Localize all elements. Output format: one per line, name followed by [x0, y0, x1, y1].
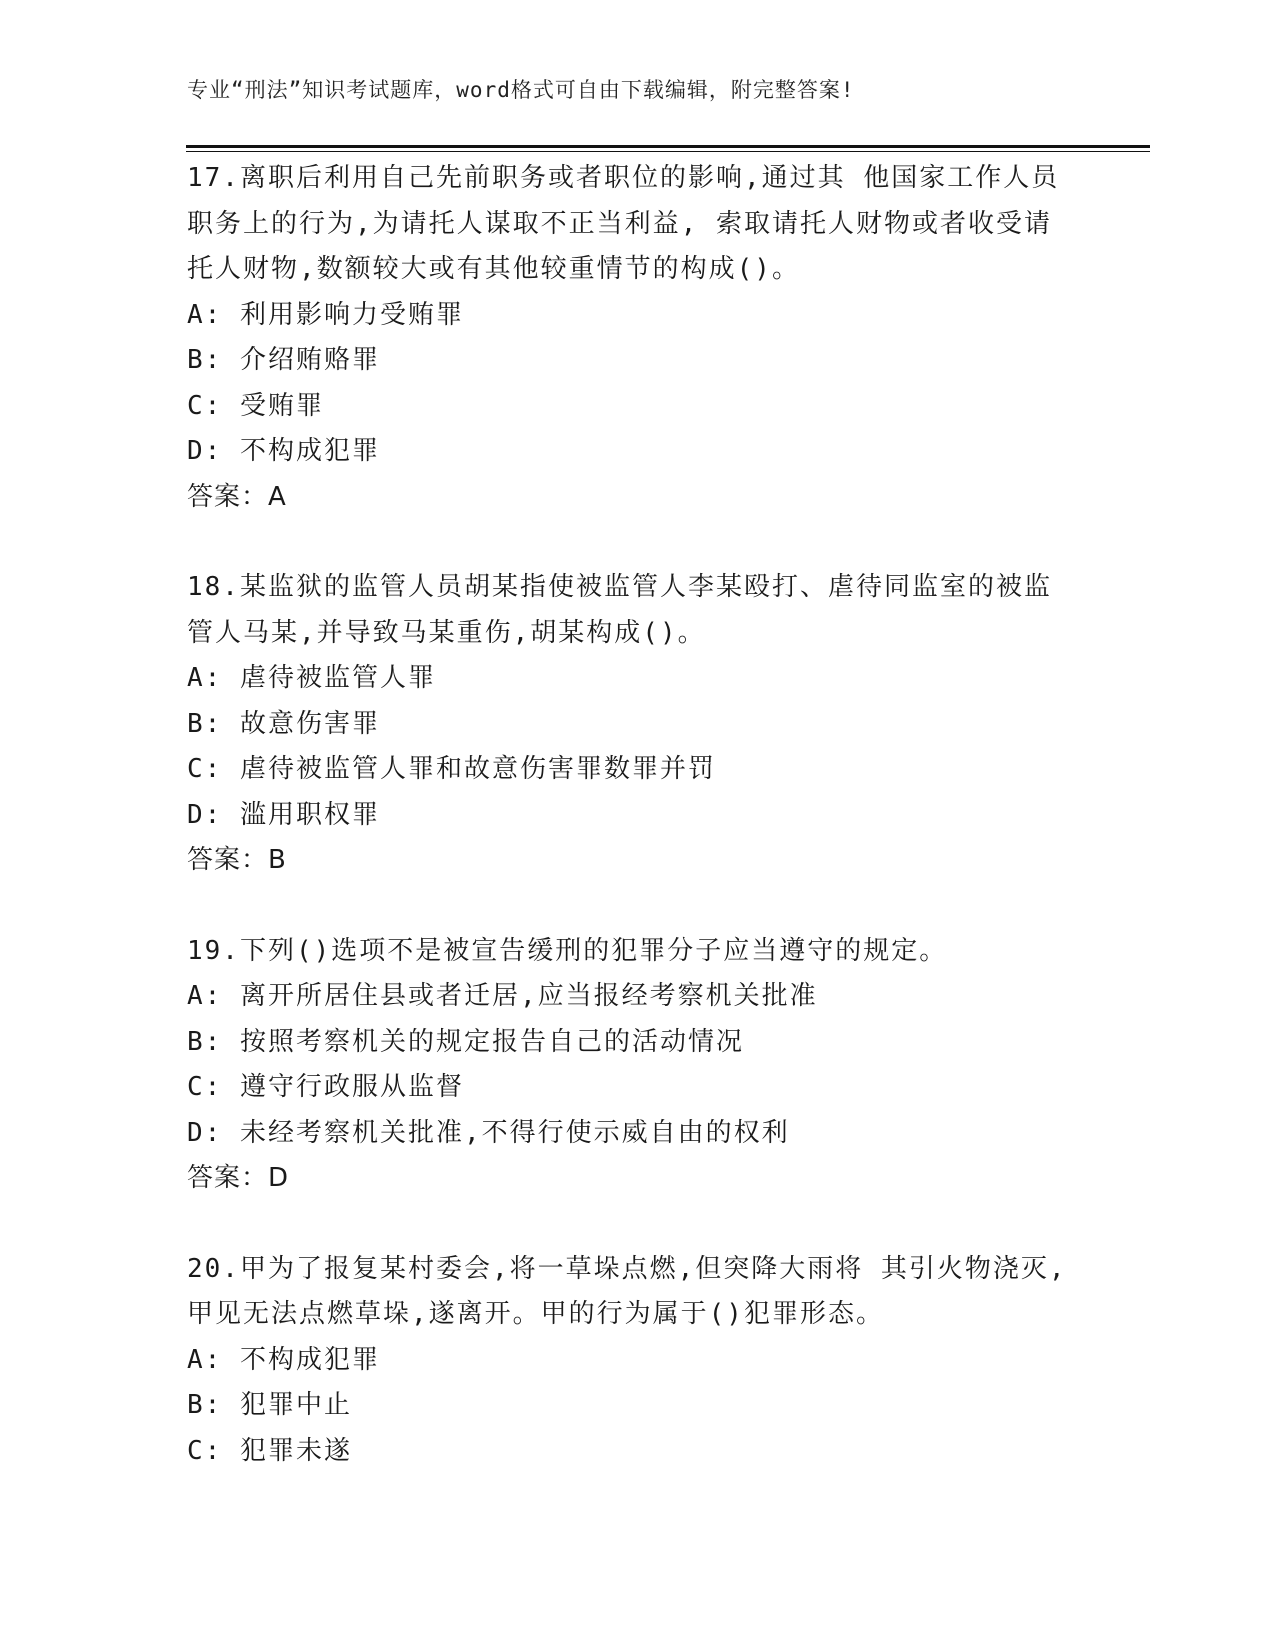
answer-text: 答案：A — [187, 481, 287, 512]
question-stem-line: 甲见无法点燃草垛,遂离开。甲的行为属于()犯罪形态。 — [187, 1299, 884, 1329]
question-stem-line: 19.下列()选项不是被宣告缓刑的犯罪分子应当遵守的规定。 — [187, 935, 948, 966]
answer-text: 答案：B — [187, 845, 287, 875]
page-header: 专业“刑法”知识考试题库，word格式可自由下载编辑，附完整答案! — [187, 78, 855, 102]
option-d: D: 不构成犯罪 — [187, 436, 380, 466]
option-d: D: 未经考察机关批准,不得行使示威自由的权利 — [187, 1117, 790, 1148]
option-c: C: 受贿罪 — [187, 390, 324, 421]
question-stem-line: 20.甲为了报复某村委会,将一草垛点燃,但突降大雨将 其引火物浇灭, — [187, 1253, 1067, 1284]
option-a: A: 离开所居住县或者迁居,应当报经考察机关批准 — [187, 981, 818, 1011]
option-d: D: 滥用职权罪 — [187, 799, 380, 830]
option-a: A: 利用影响力受贿罪 — [187, 299, 464, 330]
question-stem-line: 17.离职后利用自己先前职务或者职位的影响,通过其 他国家工作人员 — [187, 163, 1060, 193]
option-b: B: 按照考察机关的规定报告自己的活动情况 — [187, 1026, 744, 1057]
answer-text: 答案：D — [187, 1163, 290, 1193]
header-rule-thin — [186, 151, 1150, 152]
option-c: C: 犯罪未遂 — [187, 1435, 352, 1466]
option-b: B: 犯罪中止 — [187, 1390, 352, 1420]
question-20 — [187, 1247, 1087, 1475]
question-stem-line: 托人财物,数额较大或有其他较重情节的构成()。 — [187, 254, 800, 284]
option-b: B: 故意伤害罪 — [187, 708, 380, 739]
option-c: C: 遵守行政服从监督 — [187, 1072, 464, 1102]
option-b: B: 介绍贿赂罪 — [187, 345, 380, 375]
question-stem-line: 管人马某,并导致马某重伤,胡某构成()。 — [187, 617, 706, 648]
question-19 — [187, 929, 1087, 1202]
option-a: A: 不构成犯罪 — [187, 1344, 380, 1375]
question-17 — [187, 156, 1087, 520]
question-stem-line: 18.某监狱的监管人员胡某指使被监管人李某殴打、虐待同监室的被监 — [187, 572, 1052, 602]
option-a: A: 虐待被监管人罪 — [187, 663, 436, 693]
header-rule-thick — [186, 145, 1150, 148]
option-c: C: 虐待被监管人罪和故意伤害罪数罪并罚 — [187, 754, 716, 784]
question-list — [187, 156, 1087, 1519]
question-stem-line: 职务上的行为,为请托人谋取不正当利益, 索取请托人财物或者收受请 — [187, 208, 1052, 239]
question-18 — [187, 565, 1087, 884]
